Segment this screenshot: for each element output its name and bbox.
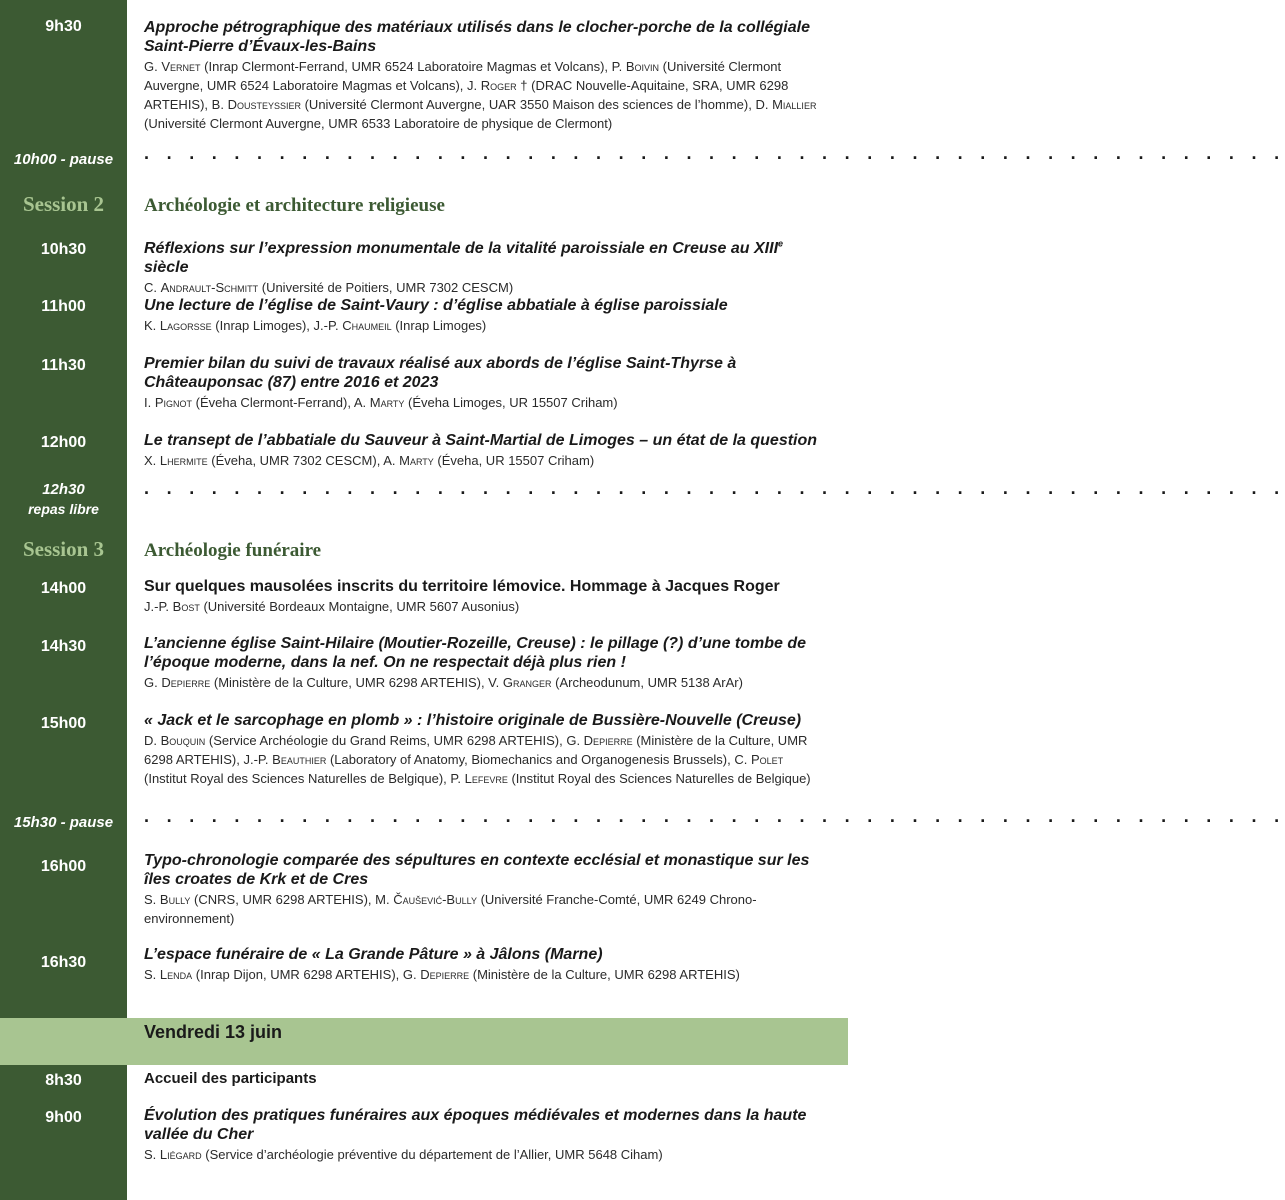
author-affiliation: (Université Bordeaux Montaigne, UMR 5607 Ausonius) <box>199 599 520 614</box>
lunch-time-label: 12h30 <box>42 481 85 498</box>
talk-title: Réflexions sur l’expression monumentale de la vitalité paroissiale en Creuse au XIIIe siècle <box>144 238 784 276</box>
author-affiliation: (Éveha Limoges, UR 15507 Criham) <box>404 395 618 410</box>
time-label: 11h30 <box>41 357 86 374</box>
author-affiliation: (Inrap Dijon, UMR 6298 ARTEHIS), <box>192 967 403 982</box>
author-name: Marty <box>399 453 434 468</box>
author-name: Miallier <box>772 97 817 112</box>
author-affiliation: (Institut Royal des Sciences Naturelles de Belgique) <box>507 771 811 786</box>
author-initials: X. <box>144 453 160 468</box>
dotted-separator: . . . . . . . . . . . . . . . . . . . . . . . . . . . . . . . . . . . . . . . . . . . . . . . . . . . <box>144 806 1285 826</box>
author-name: Depierre <box>583 733 633 748</box>
author-initials: S. <box>144 892 160 907</box>
author-affiliation: (Université Clermont Auvergne, UMR 6524 Laboratoire Magmas et Volcans), <box>144 59 782 93</box>
time-label: 9h00 <box>45 1109 82 1126</box>
author-affiliation: (CNRS, UMR 6298 ARTEHIS), <box>190 892 376 907</box>
session-title: Archéologie funéraire <box>144 540 322 561</box>
dotted-separator: . . . . . . . . . . . . . . . . . . . . . . . . . . . . . . . . . . . . . . . . . . . . . . . . . . . <box>144 478 1285 498</box>
talk-authors <box>144 316 824 335</box>
author-affiliation: (Ministère de la Culture, UMR 6298 ARTEHIS) <box>469 967 740 982</box>
talk-title: Accueil des participants <box>144 1070 317 1087</box>
session-label: Session 2 <box>22 192 105 216</box>
author-name: Roger <box>480 78 517 93</box>
author-initials: B. <box>211 97 228 112</box>
author-initials: G. <box>144 675 162 690</box>
author-name: Beauthier <box>272 752 327 767</box>
author-affiliation: (Ministère de la Culture, UMR 6298 ARTEHIS), <box>144 733 808 767</box>
author-affiliation: (Inrap Limoges) <box>391 318 487 333</box>
time-label: 14h00 <box>40 580 87 597</box>
time-label: 9h30 <box>45 18 82 35</box>
talk-authors <box>144 731 824 788</box>
talk-title: Le transept de l’abbatiale du Sauveur à Saint-Martial de Limoges – un état de la question <box>144 432 818 449</box>
talk-title: L’espace funéraire de « La Grande Pâture » à Jâlons (Marne) <box>144 946 603 963</box>
author-affiliation: (Service Archéologie du Grand Reims, UMR 6298 ARTEHIS), <box>205 733 567 748</box>
talk-title: Évolution des pratiques funéraires aux époques médiévales et modernes dans la haute vallée du Cher <box>144 1107 807 1143</box>
time-label: 15h00 <box>40 715 87 732</box>
author-affiliation: (Ministère de la Culture, UMR 6298 ARTEHIS), <box>210 675 489 690</box>
time-label: 11h00 <box>41 298 86 315</box>
talk-authors <box>144 1145 824 1164</box>
author-name: Polet <box>751 752 784 767</box>
time-label: 16h00 <box>40 858 87 875</box>
talk-authors <box>144 890 824 928</box>
author-affiliation: (Éveha, UR 15507 Criham) <box>433 453 595 468</box>
author-name: Dousteyssier <box>227 97 301 112</box>
talk-title: Premier bilan du suivi de travaux réalisé aux abords de l’église Saint-Thyrse à Châteauponsac (87) entre 2016 et 2023 <box>144 355 737 391</box>
author-name: Depierre <box>420 967 470 982</box>
author-affiliation: † (DRAC Nouvelle-Aquitaine, SRA, UMR 6298 ARTEHIS), <box>144 78 789 112</box>
talk-authors <box>144 597 824 616</box>
lunch-sub-label: repas libre <box>28 501 99 517</box>
author-affiliation: (Service d’archéologie préventive du département de l’Allier, UMR 5648 Ciham) <box>201 1147 663 1162</box>
author-name: Boivin <box>625 59 660 74</box>
author-affiliation: (Université Franche-Comté, UMR 6249 Chrono-environnement) <box>144 892 757 926</box>
talk-title: Sur quelques mausolées inscrits du territoire lémovice. Hommage à Jacques Roger <box>144 578 780 595</box>
author-name: Lhermite <box>159 453 208 468</box>
author-affiliation: (Éveha Clermont-Ferrand), <box>192 395 354 410</box>
author-initials: P. <box>450 771 465 786</box>
author-affiliation: (Université Clermont Auvergne, UAR 3550 Maison des sciences de l’homme), <box>300 97 756 112</box>
author-initials: V. <box>488 675 503 690</box>
author-initials: C. <box>144 280 161 295</box>
talk-title: Typo-chronologie comparée des sépultures en contexte ecclésial et monastique sur les îles croates de Krk et de Cres <box>144 852 810 888</box>
dotted-separator: . . . . . . . . . . . . . . . . . . . . . . . . . . . . . . . . . . . . . . . . . . . . . . . . . . . <box>144 143 1285 163</box>
author-initials: K. <box>144 318 160 333</box>
author-affiliation: (Université de Poitiers, UMR 7302 CESCM) <box>258 280 514 295</box>
author-initials: M. <box>375 892 394 907</box>
author-affiliation: (Éveha, UMR 7302 CESCM), <box>207 453 384 468</box>
author-initials: G. <box>144 59 162 74</box>
author-initials: J.-P. <box>243 752 273 767</box>
author-affiliation: (Institut Royal des Sciences Naturelles de Belgique), <box>144 771 451 786</box>
author-initials: G. <box>566 733 584 748</box>
author-name: Bully <box>159 892 191 907</box>
session-title: Archéologie et architecture religieuse <box>144 195 445 216</box>
author-name: Granger <box>502 675 552 690</box>
author-initials: J.-P. <box>313 318 343 333</box>
author-initials: S. <box>144 967 160 982</box>
author-affiliation: (Inrap Clermont-Ferrand, UMR 6524 Laboratoire Magmas et Volcans), <box>200 59 612 74</box>
author-name: Lenda <box>159 967 193 982</box>
author-initials: A. <box>353 395 370 410</box>
author-name: Vernet <box>161 59 201 74</box>
author-initials: S. <box>144 1147 160 1162</box>
author-affiliation: (Archeodunum, UMR 5138 ArAr) <box>551 675 743 690</box>
session-label: Session 3 <box>22 537 105 561</box>
time-label: 10h30 <box>40 241 87 258</box>
author-name: Andrault-Schmitt <box>160 280 259 295</box>
author-initials: G. <box>402 967 421 982</box>
author-affiliation: (Laboratory of Anatomy, Biomechanics and Organogenesis Brussels), <box>326 752 735 767</box>
author-initials: J. <box>467 78 481 93</box>
time-label: 14h30 <box>40 638 87 655</box>
talk-title: Approche pétrographique des matériaux utilisés dans le clocher-porche de la collégiale Saint-Pierre d’Évaux-les-Bains <box>144 19 810 55</box>
author-name: Bost <box>172 599 200 614</box>
talk-title: Une lecture de l’église de Saint-Vaury : d’église abbatiale à église paroissiale <box>144 297 728 314</box>
author-name: Chaumeil <box>342 318 392 333</box>
author-name: Marty <box>369 395 405 410</box>
author-name: Liégard <box>159 1147 202 1162</box>
day-title: Vendredi 13 juin <box>144 1022 283 1042</box>
author-initials: P. <box>611 59 626 74</box>
talk-authors <box>144 451 824 470</box>
author-name: Pignot <box>154 395 193 410</box>
author-name: Čaušević-Bully <box>393 892 477 907</box>
talk-title: L’ancienne église Saint-Hilaire (Moutier-Rozeille, Creuse) : le pillage (?) d’une tombe de l’époque moderne, dans la nef. On ne respectait déjà plus rien ! <box>144 635 807 671</box>
author-name: Bouquin <box>160 733 206 748</box>
author-affiliation: (Inrap Limoges), <box>211 318 314 333</box>
author-initials: A. <box>383 453 400 468</box>
author-name: Lagorsse <box>159 318 212 333</box>
talk-authors <box>144 278 824 297</box>
talk-authors <box>144 673 824 692</box>
author-initials: D. <box>144 733 161 748</box>
talk-authors <box>144 965 824 984</box>
time-label: 8h30 <box>45 1072 82 1089</box>
author-name: Depierre <box>161 675 211 690</box>
author-initials: J.-P. <box>144 599 173 614</box>
author-initials: D. <box>755 97 773 112</box>
time-label: 12h00 <box>40 434 87 451</box>
talk-authors <box>144 57 824 133</box>
pause-time-label: 10h00 - pause <box>13 151 114 168</box>
author-initials: I. <box>144 395 155 410</box>
talk-title: « Jack et le sarcophage en plomb » : l’histoire originale de Bussière-Nouvelle (Creuse) <box>144 712 802 729</box>
time-label: 16h30 <box>40 954 87 971</box>
author-initials: C. <box>734 752 751 767</box>
author-affiliation: (Université Clermont Auvergne, UMR 6533 Laboratoire de physique de Clermont) <box>144 116 613 131</box>
talk-authors <box>144 393 824 412</box>
author-name: Lefevre <box>464 771 508 786</box>
pause-time-label: 15h30 - pause <box>13 814 114 831</box>
